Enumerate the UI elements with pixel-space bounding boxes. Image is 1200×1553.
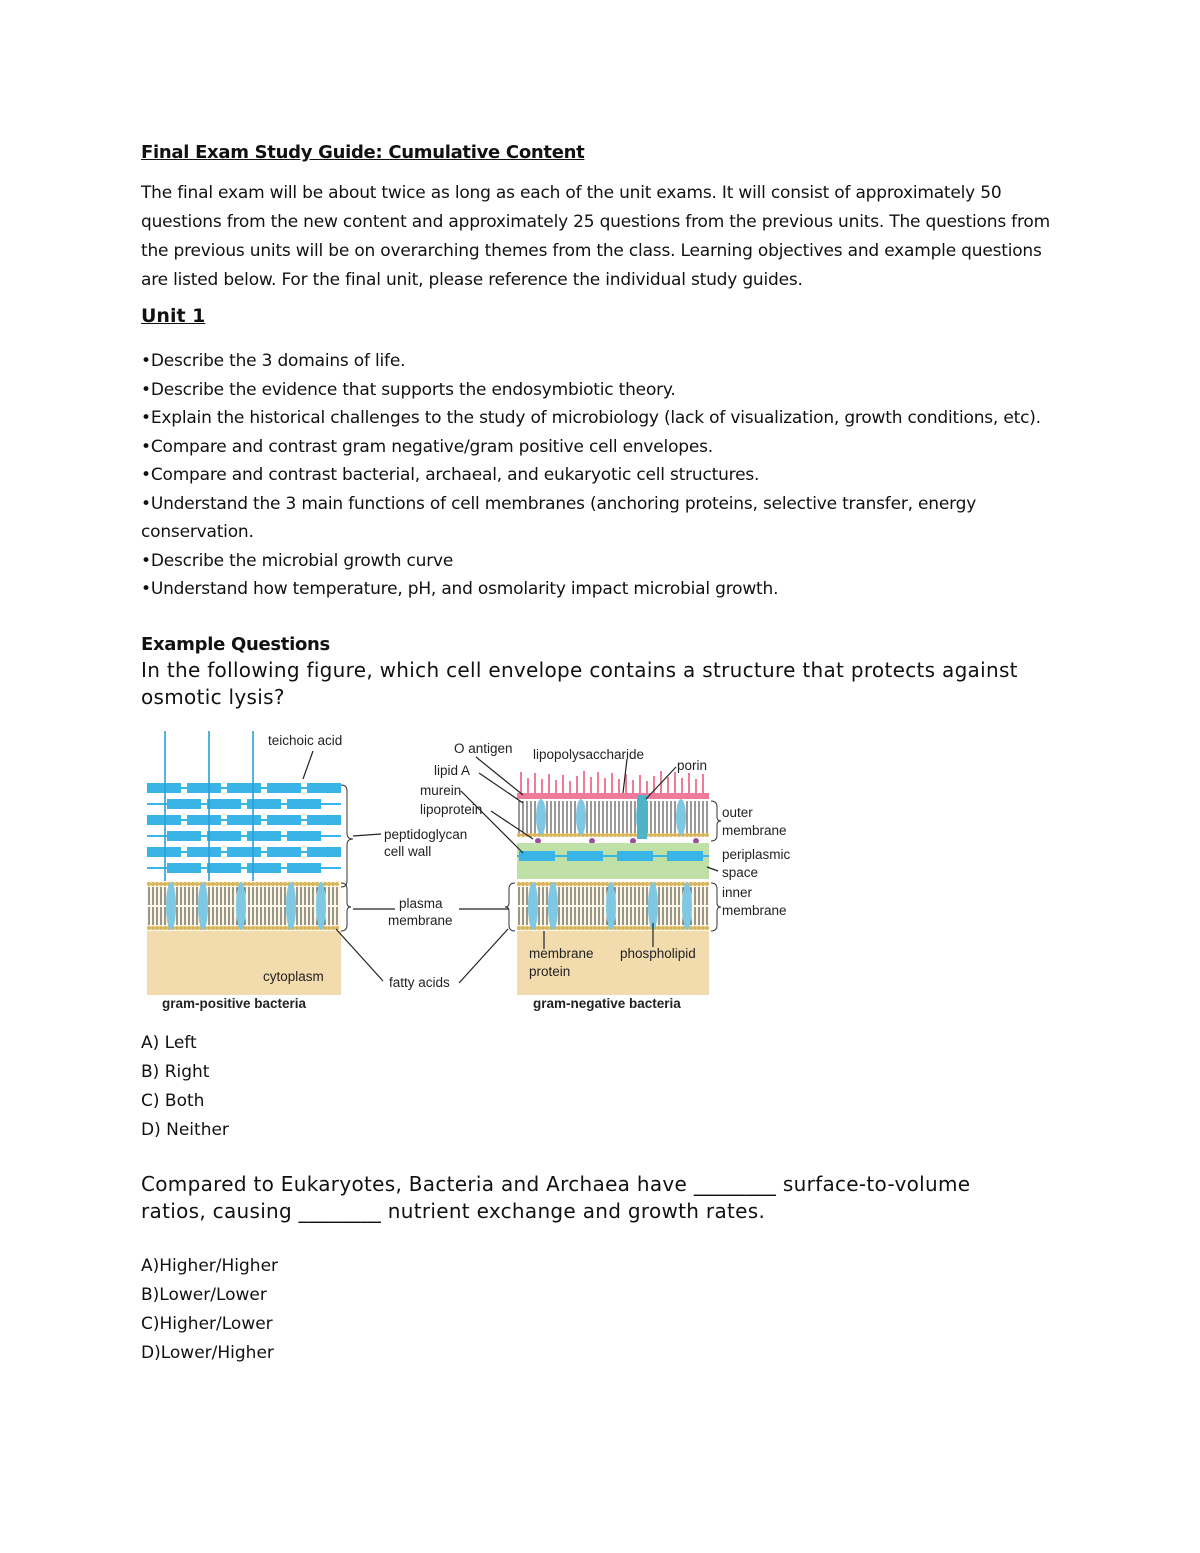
phospholipid-head [279, 882, 283, 886]
phospholipid-head [271, 926, 275, 930]
phospholipid-head [661, 882, 665, 886]
phospholipid-head [677, 926, 681, 930]
phospholipid-head [259, 926, 263, 930]
membrane-bracket [341, 883, 351, 931]
phospholipid-head [541, 926, 545, 930]
phospholipid-head [243, 926, 247, 930]
objective-item: •Understand how temperature, pH, and osmolarity impact microbial growth. [141, 579, 779, 599]
murein-label: murein [420, 782, 462, 798]
phospholipid-head [621, 833, 625, 837]
phospholipid-head [223, 882, 227, 886]
phospholipid-head [533, 833, 537, 837]
gram-negative-envelope [505, 771, 721, 995]
phospholipid-head [517, 882, 521, 886]
phospholipid-head [267, 926, 271, 930]
membrane-protein [236, 882, 246, 930]
phospholipid-head [661, 926, 665, 930]
document-body [141, 142, 1071, 1368]
outer-membrane-protein [676, 799, 686, 835]
phospholipid-head [545, 833, 549, 837]
phospholipid-head [223, 926, 227, 930]
phospholipid-head [577, 882, 581, 886]
phospholipid-head [323, 926, 327, 930]
leader-line [353, 834, 381, 836]
phospholipid-head [657, 926, 661, 930]
gram-positive-envelope [147, 731, 353, 995]
phospholipid-head [303, 882, 307, 886]
phospholipid-head [279, 926, 283, 930]
phospholipid-head [227, 926, 231, 930]
phospholipid-head [187, 926, 191, 930]
plasma-label: plasma [399, 895, 443, 911]
phospholipid-head [307, 882, 311, 886]
phospholipid-head [681, 926, 685, 930]
membrane-protein [528, 882, 538, 930]
phospholipid-head [617, 882, 621, 886]
phospholipid-head [549, 833, 553, 837]
phospholipid-head [645, 926, 649, 930]
phospholipid-head [517, 926, 521, 930]
answer-option: B) Right [141, 1061, 210, 1082]
outer-membrane-label: membrane [722, 822, 787, 838]
phospholipid-head [327, 926, 331, 930]
phospholipid-head [191, 882, 195, 886]
phospholipid-head [701, 882, 705, 886]
phospholipid-head [681, 882, 685, 886]
phospholipid-head [247, 926, 251, 930]
phospholipid-head [315, 882, 319, 886]
question-2-text: Compared to Eukaryotes, Bacteria and Archaea have ________ surface-to-volume ratios, causing ________ nutrient exchange and growth rates. [141, 1171, 971, 1223]
phospholipid-head [629, 926, 633, 930]
cell-envelope-diagram [141, 721, 821, 1021]
o-antigen-label: O antigen [454, 740, 513, 756]
phospholipid-head [625, 882, 629, 886]
phospholipid-head [151, 882, 155, 886]
phospholipid-head [521, 882, 525, 886]
document-title: Final Exam Study Guide: Cumulative Content [141, 142, 585, 163]
leader-line [336, 929, 383, 981]
phospholipid-head [183, 882, 187, 886]
phospholipid-head [569, 882, 573, 886]
plasma-membrane-label: membrane [388, 912, 453, 928]
phospholipid-head [231, 926, 235, 930]
phospholipid-head [705, 833, 709, 837]
phospholipid-head [263, 926, 267, 930]
phospholipid-head [537, 882, 541, 886]
phospholipid-head [621, 926, 625, 930]
space-label: space [722, 864, 759, 880]
phospholipid-head [331, 882, 335, 886]
phospholipid-head [593, 926, 597, 930]
question-1-text: In the following figure, which cell envelope contains a structure that protects against osmotic lysis? [141, 657, 1018, 709]
phospholipid-head [271, 882, 275, 886]
phospholipid-head [159, 926, 163, 930]
phospholipid-head [235, 926, 239, 930]
phospholipid-head [211, 882, 215, 886]
phospholipid-head [553, 833, 557, 837]
cytoplasm-region [517, 931, 709, 995]
phospholipid-head [275, 882, 279, 886]
phospholipid-head [665, 833, 669, 837]
phospholipid-head [311, 882, 315, 886]
phospholipid-head [589, 882, 593, 886]
phospholipid-head [673, 882, 677, 886]
membrane-protein [548, 882, 558, 930]
phospholipid-head [175, 926, 179, 930]
answer-option: B)Lower/Lower [141, 1284, 267, 1305]
phospholipid-head [155, 926, 159, 930]
phospholipid-head [525, 882, 529, 886]
phospholipid-head [689, 833, 693, 837]
leader-line [303, 751, 313, 779]
cytoplasm-label: cytoplasm [263, 968, 324, 984]
phospholipid-head [545, 926, 549, 930]
answer-option: A)Higher/Higher [141, 1255, 279, 1276]
phospholipid-head [589, 833, 593, 837]
phospholipid-head [323, 882, 327, 886]
inner-membrane-bracket [711, 883, 721, 931]
leader-line [461, 791, 523, 853]
phospholipid-head [641, 882, 645, 886]
phospholipid-head [689, 926, 693, 930]
phospholipid-head [267, 882, 271, 886]
phospholipid-head [605, 926, 609, 930]
phospholipid-head [625, 833, 629, 837]
phospholipid-head [175, 882, 179, 886]
phospholipid-head [295, 882, 299, 886]
phospholipid-head [315, 926, 319, 930]
intro-paragraph: The final exam will be about twice as long as each of the unit exams. It will consist of approximately 50 questions from the new content and approximately 25 questions from the previous units. The questions from the previous units will be on overarching themes from the class. Learning objectives and example questions are listed below. For the final unit, please reference the individual study guides. [141, 183, 1050, 290]
phospholipid-head [275, 926, 279, 930]
phospholipid-head [561, 833, 565, 837]
phospholipid-head [263, 882, 267, 886]
phospholipid-head [597, 833, 601, 837]
learning-objectives-list [141, 347, 1071, 604]
phospholipid-head [231, 882, 235, 886]
phospholipid-head [283, 882, 287, 886]
phospholipid-head [219, 882, 223, 886]
phospholipid-head [295, 926, 299, 930]
phospholipid-head [219, 926, 223, 930]
phospholipid-head [673, 833, 677, 837]
phospholipid-head [207, 882, 211, 886]
phospholipid-head [593, 833, 597, 837]
membrane-protein [606, 882, 616, 930]
phospholipid-head [693, 833, 697, 837]
membrane-protein [682, 882, 692, 930]
answer-option: C)Higher/Lower [141, 1313, 273, 1334]
phospholipid-head [669, 882, 673, 886]
phospholipid-head [251, 926, 255, 930]
phospholipid-head [557, 926, 561, 930]
phospholipid-head [307, 926, 311, 930]
phospholipid-head [641, 926, 645, 930]
phospholipid-head [581, 926, 585, 930]
phospholipid-head [629, 882, 633, 886]
phospholipid-head [677, 882, 681, 886]
lipopolysaccharide-label: lipopolysaccharide [533, 746, 645, 762]
phospholipid-head [621, 882, 625, 886]
answer-option: A) Left [141, 1032, 197, 1053]
phospholipid-head [299, 926, 303, 930]
phospholipid-head [577, 926, 581, 930]
membrane-protein [166, 882, 176, 930]
phospholipid-head [597, 926, 601, 930]
objective-item: •Describe the evidence that supports the endosymbiotic theory. [141, 379, 676, 400]
phospholipid-head [311, 926, 315, 930]
phospholipid-head [637, 926, 641, 930]
phospholipid-head [633, 833, 637, 837]
leader-line [459, 929, 508, 983]
phospholipid-head [331, 926, 335, 930]
phospholipid-head [521, 926, 525, 930]
phospholipid-head [689, 882, 693, 886]
cell-wall-bracket [341, 785, 353, 887]
membrane-protein [648, 882, 658, 930]
phospholipid-head [195, 926, 199, 930]
phospholipid-head [617, 926, 621, 930]
phospholipid-head [183, 926, 187, 930]
unit-heading: Unit 1 [141, 305, 206, 327]
outer-membrane-bracket [711, 801, 721, 841]
phospholipid-head [545, 882, 549, 886]
phospholipid-head [569, 833, 573, 837]
objective-item: •Explain the historical challenges to the study of microbiology (lack of visualization, growth conditions, etc). [141, 408, 1041, 428]
phospholipid-head [657, 833, 661, 837]
phospholipid-head [613, 926, 617, 930]
phospholipid-head [259, 882, 263, 886]
membrane-protein [286, 882, 296, 930]
phospholipid-head [633, 882, 637, 886]
phospholipid-head [227, 882, 231, 886]
phospholipid-head [557, 833, 561, 837]
phospholipid-head [243, 882, 247, 886]
lipoprotein-label: lipoprotein [420, 801, 483, 817]
phospholipid-head [565, 833, 569, 837]
phospholipid-head [601, 833, 605, 837]
phospholipid-head [327, 882, 331, 886]
phospholipid-head [163, 882, 167, 886]
phospholipid-head [179, 882, 183, 886]
phospholipid-head [155, 882, 159, 886]
cell-envelope-figure [141, 721, 821, 1021]
outer-membrane-protein [576, 799, 586, 835]
phospholipid-head [557, 882, 561, 886]
phospholipid-head [255, 882, 259, 886]
phospholipid-head [597, 882, 601, 886]
phospholipid-head [211, 926, 215, 930]
lipid-a-label: lipid A [434, 762, 471, 778]
phospholipid-head [573, 833, 577, 837]
objective-item: •Compare and contrast gram negative/gram positive cell envelopes. [141, 436, 713, 457]
answer-option: D)Lower/Higher [141, 1342, 274, 1363]
phospholipid-head [207, 926, 211, 930]
porin-label: porin [677, 757, 708, 773]
periplasmic-label: periplasmic [722, 846, 791, 862]
membrane-protein-label-line1: membrane [529, 945, 594, 961]
phospholipid-head [625, 926, 629, 930]
phospholipid-head [585, 833, 589, 837]
phospholipid-head [629, 833, 633, 837]
inner-membrane-left-bracket [505, 883, 515, 931]
phospholipid-head [251, 882, 255, 886]
phospholipid-head [673, 926, 677, 930]
cell-wall-label: cell wall [384, 843, 432, 859]
phospholipid-head [303, 926, 307, 930]
phospholipid-head [637, 882, 641, 886]
phospholipid-head [163, 926, 167, 930]
phospholipid-head [561, 882, 565, 886]
phospholipid-head [335, 882, 339, 886]
phospholipid-head [573, 882, 577, 886]
gram-negative-caption: gram-negative bacteria [533, 995, 681, 1011]
phospholipid-head [617, 833, 621, 837]
phospholipid-head [701, 833, 705, 837]
phospholipid-head [705, 882, 709, 886]
phospholipid-head [657, 882, 661, 886]
phospholipid-head [669, 926, 673, 930]
phospholipid-head [613, 882, 617, 886]
answer-option: C) Both [141, 1090, 205, 1111]
phospholipid-head [537, 926, 541, 930]
teichoic-acid-label: teichoic acid [268, 732, 343, 748]
phospholipid-head [605, 882, 609, 886]
phospholipid-head [613, 833, 617, 837]
membrane-protein [198, 882, 208, 930]
phospholipid-head [585, 882, 589, 886]
objective-item: •Describe the 3 domains of life. [141, 351, 406, 371]
gram-positive-caption: gram-positive bacteria [162, 995, 307, 1011]
phospholipid-head [693, 926, 697, 930]
phospholipid-head [697, 833, 701, 837]
cytoplasm-region [147, 931, 341, 995]
phospholipid-head [661, 833, 665, 837]
membrane-protein [316, 882, 326, 930]
phospholipid-head [525, 926, 529, 930]
phospholipid-head [665, 926, 669, 930]
porin-channel [637, 795, 647, 839]
phospholipid-head [601, 926, 605, 930]
inner-label: inner [722, 884, 753, 900]
objective-item: •Describe the microbial growth curve [141, 550, 454, 571]
outer-membrane-protein [536, 799, 546, 835]
phospholipid-head [645, 882, 649, 886]
question-1-options [141, 1029, 1071, 1145]
phospholipid-head [561, 926, 565, 930]
phospholipid-head [299, 882, 303, 886]
phospholipid-head [669, 833, 673, 837]
phospholipid-head [665, 882, 669, 886]
phospholipid-head [701, 926, 705, 930]
phospholipid-head [585, 926, 589, 930]
phospholipid-head [179, 926, 183, 930]
inner-membrane-label: membrane [722, 902, 787, 918]
phospholipid-head [215, 882, 219, 886]
phospholipid-head [601, 882, 605, 886]
phospholipid-head [195, 882, 199, 886]
phospholipid-head [235, 882, 239, 886]
fatty-acids-label: fatty acids [389, 974, 450, 990]
phospholipid-head [697, 882, 701, 886]
phospholipid-head [693, 882, 697, 886]
phospholipid-head [605, 833, 609, 837]
phospholipid-head [705, 926, 709, 930]
phospholipid-head [565, 926, 569, 930]
phospholipid-head [247, 882, 251, 886]
phospholipid-head [283, 926, 287, 930]
question-2-options [141, 1252, 1071, 1368]
phospholipid-head [573, 926, 577, 930]
phospholipid-head [187, 882, 191, 886]
outer-label: outer [722, 804, 753, 820]
phospholipid-head [147, 882, 151, 886]
phospholipid-head [609, 833, 613, 837]
objective-item: •Compare and contrast bacterial, archaeal, and eukaryotic cell structures. [141, 465, 760, 485]
answer-option: D) Neither [141, 1119, 229, 1140]
phospholipid-head [685, 833, 689, 837]
phospholipid-head [653, 833, 657, 837]
phospholipid-head [589, 926, 593, 930]
phospholipid-head [569, 926, 573, 930]
membrane-protein-label-line2: protein [529, 963, 571, 979]
phospholipid-head [255, 926, 259, 930]
phospholipid-head [649, 833, 653, 837]
phospholipid-head [593, 882, 597, 886]
objective-item: •Understand the 3 main functions of cell membranes (anchoring proteins, selective transfer, energy conservation. [141, 493, 977, 542]
phospholipid-head [151, 926, 155, 930]
phospholipid-label: phospholipid [620, 945, 696, 961]
phospholipid-head [565, 882, 569, 886]
phospholipid-head [541, 882, 545, 886]
phospholipid-head [697, 926, 701, 930]
lipid-a-layer [517, 793, 709, 799]
phospholipid-head [581, 882, 585, 886]
phospholipid-head [633, 926, 637, 930]
example-questions-heading: Example Questions [141, 633, 330, 655]
peptidoglycan-label: peptidoglycan [384, 826, 468, 842]
phospholipid-head [147, 926, 151, 930]
phospholipid-head [191, 926, 195, 930]
phospholipid-head [159, 882, 163, 886]
phospholipid-head [517, 833, 521, 837]
phospholipid-head [215, 926, 219, 930]
